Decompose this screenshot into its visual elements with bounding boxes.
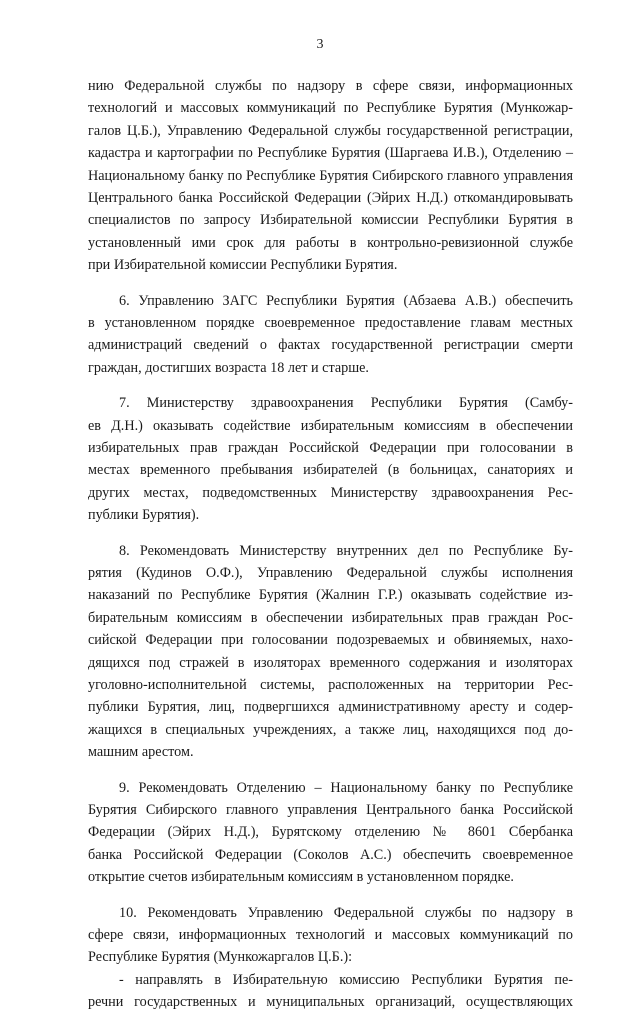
text-line: нию Федеральной службы по надзору в сфере связи, информационных (88, 78, 573, 94)
text-line: кадастра и картографии по Республике Бурятия (Шаргаева И.В.), Отделению – (88, 145, 573, 161)
text-line: в установленном порядке своевременное предоставление главам местных (88, 315, 573, 331)
text-line: специалистов по запросу Избирательной комиссии Республики Бурятия в (88, 212, 573, 228)
text-line: уголовно-исполнительной системы, расположенных на территории Рес- (88, 677, 573, 693)
text-line: граждан, достигших возраста 18 лет и старше. (88, 360, 369, 376)
text-line: открытие счетов избирательным комиссиям в установленном порядке. (88, 869, 514, 885)
text-line: местах временного пребывания избирателей (в больницах, санаториях и (88, 462, 573, 478)
text-line: жащихся в специальных учреждениях, а также лиц, находящихся под до- (88, 722, 573, 738)
text-line: администраций сведений о фактах государственной регистрации смерти (88, 337, 573, 353)
text-line: 9. Рекомендовать Отделению – Национальному банку по Республике (119, 780, 573, 796)
text-line: ев Д.Н.) оказывать содействие избирательным комиссиям в обеспечении (88, 418, 573, 434)
text-line: банка Российской Федерации (Соколов А.С.) обеспечить своевременное (88, 847, 573, 863)
text-line: галов Ц.Б.), Управлению Федеральной службы государственной регистрации, (88, 123, 573, 139)
text-line: - направлять в Избирательную комиссию Республики Бурятия пе- (119, 972, 573, 988)
text-line: избирательных прав граждан Российской Федерации при голосовании в (88, 440, 573, 456)
text-line: Бурятия Сибирского главного управления Центрального банка Российской (88, 802, 573, 818)
text-line: сфере связи, информационных технологий и массовых коммуникаций по (88, 927, 573, 943)
text-line: установленный ими срок для работы в контрольно-ревизионной службе (88, 235, 573, 251)
text-line: рятия (Кудинов О.Ф.), Управлению Федеральной службы исполнения (88, 565, 573, 581)
text-line: при Избирательной комиссии Республики Бурятия. (88, 257, 398, 273)
text-line: Центрального банка Российской Федерации (Эйрих Н.Д.) откомандировывать (88, 190, 573, 206)
text-line: 6. Управлению ЗАГС Республики Бурятия (Абзаева А.В.) обеспечить (119, 293, 573, 309)
text-line: наказаний по Республике Бурятия (Жалнин Г.Р.) оказывать содействие из- (88, 587, 573, 603)
text-line: Федерации (Эйрих Н.Д.), Бурятскому отделению № 8601 Сбербанка (88, 824, 573, 840)
text-line: машним арестом. (88, 744, 194, 760)
text-line: 10. Рекомендовать Управлению Федеральной службы по надзору в (119, 905, 573, 921)
text-line: бирательным комиссиям в обеспечении избирательных прав граждан Рос- (88, 610, 573, 626)
text-line: технологий и массовых коммуникаций по Республике Бурятия (Мункожар- (88, 100, 573, 116)
text-line: 7. Министерству здравоохранения Республики Бурятия (Самбу- (119, 395, 573, 411)
text-line: сийской Федерации при голосовании подозреваемых и обвиняемых, нахо- (88, 632, 573, 648)
text-line: речни государственных и муниципальных организаций, осуществляющих (88, 994, 573, 1010)
text-line: других местах, подведомственных Министерству здравоохранения Рес- (88, 485, 573, 501)
text-line: 8. Рекомендовать Министерству внутренних дел по Республике Бу- (119, 543, 573, 559)
text-line: публики Бурятия, лиц, подвергшихся административному аресту и содер- (88, 699, 573, 715)
text-line: дящихся под стражей в изоляторах временного содержания и изоляторах (88, 655, 573, 671)
text-line: публики Бурятия). (88, 507, 200, 523)
page-number: 3 (316, 37, 324, 52)
text-line: Национальному банку по Республике Бурятия Сибирского главного управления (88, 168, 573, 184)
text-line: Республике Бурятия (Мункожаргалов Ц.Б.): (88, 949, 353, 965)
